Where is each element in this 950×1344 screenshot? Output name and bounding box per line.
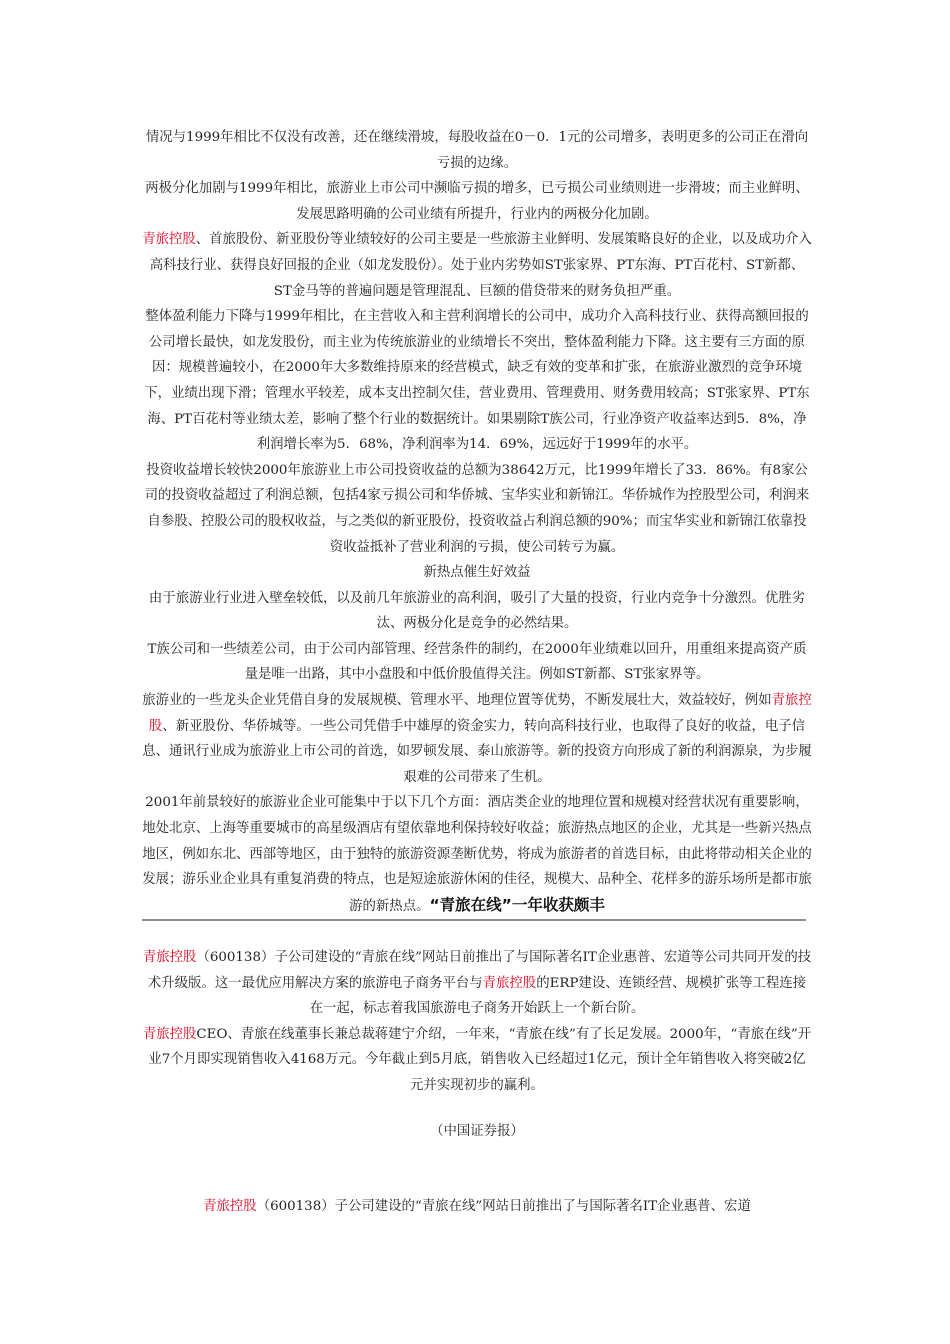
- company-highlight: 青旅控股: [203, 1199, 257, 1214]
- company-highlight: 青旅控股: [142, 950, 197, 965]
- paragraph: [142, 1022, 812, 1099]
- paragraph-text: 、新亚股份、华侨城等。一些公司凭借手中雄厚的资金实力，转向高科技行业，也取得了良好的收益，电子信息、通讯行业成为旅游业上市公司的首选，如罗顿发展、泰山旅游等。新的投资方向形成了新的利润源泉，为步履艰难的公司带来了生机。: [142, 718, 812, 785]
- company-highlight: 青旅控股: [142, 1026, 197, 1042]
- company-highlight: 青旅控股: [142, 232, 196, 248]
- company-highlight: 青旅控股: [482, 975, 537, 991]
- paragraph: [142, 945, 812, 1022]
- paragraph: 由于旅游业行业进入壁垒较低，以及前几年旅游业的高利润，吸引了大量的投资，行业内竞争十分激烈。优胜劣汰、两极分化是竞争的必然结果。: [148, 590, 806, 632]
- paragraph-text: （600138）子公司建设的“青旅在线”网站日前推出了与国际著名IT企业惠普、宏道: [256, 1199, 751, 1214]
- paragraph: 两极分化加剧与1999年相比，旅游业上市公司中濒临亏损的增多，已亏损公司业绩则进一步滑坡；而主业鲜明、发展思路明确的公司业绩有所提升，行业内的两极分化加剧。: [145, 181, 809, 222]
- paragraph-text: 的ERP建设、连锁经营、规模扩张等工程连接在一起，标志着我国旅游电子商务开始跃上一个新台阶。: [309, 975, 807, 1017]
- paragraph-text: 、首旅股份、新亚股份等业绩较好的公司主要是一些旅游主业鲜明、发展策略良好的企业，以及成功介入高科技行业、获得良好回报的企业（如龙发股份）。处于业内劣势如ST张家界、PT东海、PT百花村、ST新都、ST金马等的普遍问题是管理混乱、巨额的借贷带来的财务负担严重。: [149, 232, 812, 299]
- paragraph-text: （600138）子公司建设的“青旅在线”网站日前推出了与国际著名IT企业惠普、宏道等公司共同开发的技术升级版。这一最优应用解决方案的旅游电子商务平台与: [147, 950, 812, 991]
- paragraph: 情况与1999年相比不仅没有改善，还在继续滑坡，每股收益在0－0．1元的公司增多，表明更多的公司正在滑向亏损的边缘。: [145, 130, 809, 171]
- company-highlight: 青旅控股: [148, 693, 812, 734]
- paragraph: 整体盈利能力下降与1999年相比，在主营收入和主营利润增长的公司中，成功介入高科技行业、获得高额回报的公司增长最快，如龙发股份，而主业为传统旅游业的业绩增长不突出，整体盈利能力下降。这主要有三方面的原因：规模普遍较小，在2000年大多数维持原来的经营模式，缺乏有效的变革和扩张，在旅游业激烈的竞争环境下，业绩出现下滑；管理水平较差，成本支出控制欠佳，营业费用、管理费用、财务费用较高；ST张家界、PT东海、PT百花村等业绩太差，影响了整个行业的数据统计。如果剔除T族公司，行业净资产收益率达到5．8%，净利润增长率为5．68%，净利润率为14．69%，远远好于1999年的水平。: [144, 309, 810, 453]
- paragraph-text: 旅游业的一些龙头企业凭借自身的发展规模、管理水平、地理位置等优势，不断发展壮大，效益较好，例如: [142, 693, 772, 709]
- paragraph-text: 2001年前景较好的旅游业企业可能集中于以下几个方面：酒店类企业的地理位置和规模对经营状况有重要影响，地处北京、上海等重要城市的高星级酒店有望依靠地利保持较好收益；旅游热点地区的企业，尤其是一些新兴热点地区，例如东北、西部等地区，由于独特的旅游资源垄断优势，将成为旅游者的首选目标，由此将带动相关企业的发展；游乐业企业具有重复消费的特点，也是短途旅游休闲的佳径，规模大、品种全、花样多的游乐场所是都市旅游的新热点。: [142, 795, 812, 914]
- paragraph: T族公司和一些绩差公司，由于公司内部管理、经营条件的制约，在2000年业绩难以回升，用重组来提高资产质量是唯一出路，其中小盘股和中低价股值得关注。例如ST新都、ST张家界等。: [147, 641, 807, 683]
- section-subtitle: 新热点催生好效益: [423, 565, 531, 581]
- paragraph: [142, 1194, 812, 1220]
- paragraph: [142, 227, 812, 304]
- horizontal-divider: [142, 919, 806, 921]
- paragraph-text: CEO、青旅在线董事长兼总裁蒋建宁介绍，一年来，“青旅在线”有了长足发展。2000年，“青旅在线”开业7个月即实现销售收入4168万元。今年截止到5月底，销售收入已经超过1亿元，预计全年销售收入将突破2亿元并实现初步的赢利。: [148, 1026, 812, 1093]
- source-credit: （中国证券报）: [430, 1124, 524, 1139]
- article-heading: “青旅在线”一年收获颇丰: [429, 895, 605, 914]
- paragraph: [142, 688, 812, 790]
- news-article: [142, 945, 812, 1099]
- paragraph: 投资收益增长较快2000年旅游业上市公司投资收益的总额为38642万元，比1999年增长了33．86%。有8家公司的投资收益超过了利润总额，包括4家亏损公司和华侨城、宝华实业和新锦江。华侨城作为控股型公司，利润来自参股、控股公司的股权收益，与之类似的新亚股份，投资收益占利润总额的90%；而宝华实业和新锦江依靠投资收益抵补了营业利润的亏损，使公司转亏为赢。: [144, 462, 810, 555]
- paragraph: [142, 790, 812, 919]
- article-body: [142, 125, 812, 919]
